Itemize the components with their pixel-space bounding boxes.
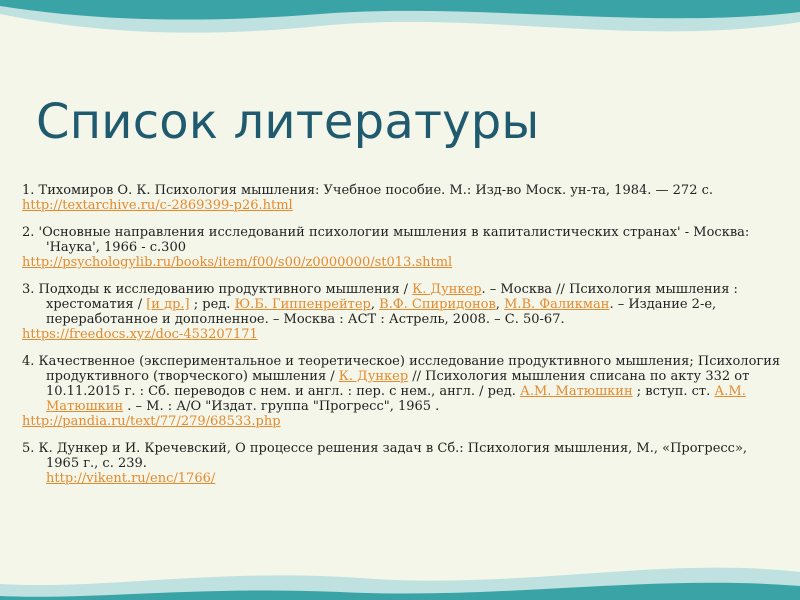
editor-link[interactable]: Ю.Б. Гиппенрейтер xyxy=(234,297,371,312)
reference-item-4 xyxy=(22,354,782,429)
reference-text: 3. Подходы к исследованию продуктивного мышления / К. Дункер. – Москва // Психология мышления : хрестоматия / [и др.] ; ред. Ю.Б. Гиппенрейтер, В.Ф. Спиридонов, М.В. Фаликман. – Издание 2-е, переработанное и дополненное. – Москва : АСТ : Астрель, 2008. – С. 50-67. xyxy=(22,282,738,327)
reference-list xyxy=(22,183,782,486)
reference-link[interactable]: http://pandia.ru/text/77/279/68533.php xyxy=(22,414,281,429)
reference-item-5 xyxy=(22,441,782,486)
reference-item-1 xyxy=(22,183,782,213)
reference-link[interactable]: http://psychologylib.ru/books/item/f00/s00/z0000000/st013.shtml xyxy=(22,255,453,270)
et-al-link[interactable]: [и др.] xyxy=(146,297,190,312)
reference-text: 5. К. Дункер и И. Кречевский, О процессе решения задач в Сб.: Психология мышления, М., «Прогресс», 1965 г., с. 239. xyxy=(22,441,748,471)
reference-link[interactable]: http://textarchive.ru/c-2869399-p26.html xyxy=(22,198,293,213)
reference-item-2 xyxy=(22,225,782,270)
reference-text: 4. Качественное (экспериментальное и теоретическое) исследование продуктивного мышления; Психология продуктивного (творческого) мышления / К. Дункер // Психология мышления списана по акту 332 от 10.11.2015 г. : Сб. переводов с нем. и англ. : пер. с нем., англ. / ред. А.М. Матюшкин ; вступ. ст. А.М. Матюшкин . – М. : А/О "Издат. группа "Прогресс", 1965 . xyxy=(22,354,781,414)
editor-link[interactable]: В.Ф. Спиридонов xyxy=(379,297,496,312)
reference-link[interactable]: https://freedocs.xyz/doc-453207171 xyxy=(22,327,258,342)
reference-text: 2. 'Основные направления исследований психологии мышления в капиталистических странах' - Москва: 'Наука', 1966 - с.300 xyxy=(22,225,750,255)
page-title: Список литературы xyxy=(36,94,540,150)
reference-link[interactable]: http://vikent.ru/enc/1766/ xyxy=(46,471,216,486)
editor-link[interactable]: М.В. Фаликман xyxy=(504,297,610,312)
reference-item-3 xyxy=(22,282,782,342)
reference-text: 1. Тихомиров О. К. Психология мышления: Учебное пособие. М.: Изд-во Моск. ун-та, 1984. — 272 с. xyxy=(22,183,714,198)
author-link[interactable]: К. Дункер xyxy=(338,369,409,384)
editor-link[interactable]: А.М. Матюшкин xyxy=(46,384,746,414)
editor-link[interactable]: А.М. Матюшкин xyxy=(519,384,633,399)
author-link[interactable]: К. Дункер xyxy=(412,282,482,297)
